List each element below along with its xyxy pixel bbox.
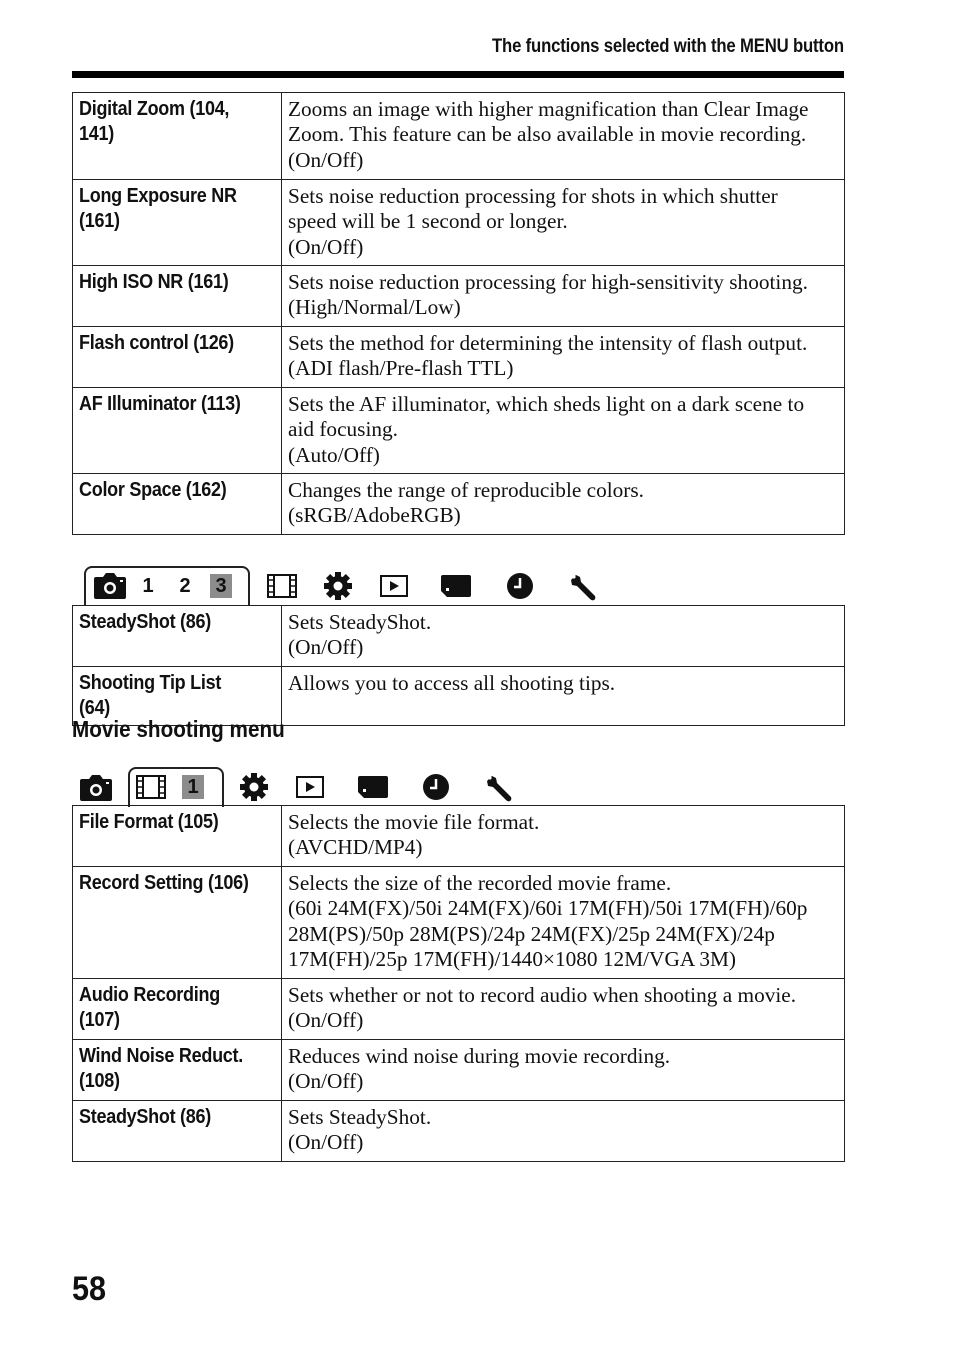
playback-icon[interactable] <box>380 575 408 597</box>
row-label: Record Setting (106) <box>73 867 282 979</box>
menu-tab-bar-camera <box>72 566 632 606</box>
table-row <box>73 867 845 979</box>
table-row <box>73 180 845 266</box>
row-description: Selects the movie file format. (AVCHD/MP4) <box>282 806 845 867</box>
tab-number-1[interactable]: 1 <box>142 575 154 597</box>
gear-icon[interactable] <box>240 773 268 801</box>
row-label: File Format (105) <box>73 806 282 867</box>
settings-table-movie-1 <box>72 805 845 1162</box>
row-label: Digital Zoom (104, 141) <box>73 93 282 180</box>
row-description: Zooms an image with higher magnification than Clear Image Zoom. This feature can be also available in movie recording. (On/Off) <box>282 93 845 180</box>
settings-table-camera-3 <box>72 605 845 726</box>
table-row <box>73 327 845 388</box>
row-description: Sets the method for determining the intensity of flash output. (ADI flash/Pre-flash TTL) <box>282 327 845 388</box>
row-label: Long Exposure NR (161) <box>73 180 282 266</box>
row-label: Audio Recording (107) <box>73 979 282 1040</box>
row-label: Flash control (126) <box>73 327 282 388</box>
page-number: 58 <box>72 1270 107 1308</box>
row-label: SteadyShot (86) <box>73 1101 282 1162</box>
row-description: Reduces wind noise during movie recording. (On/Off) <box>282 1040 845 1101</box>
row-description: Sets SteadyShot. (On/Off) <box>282 606 845 667</box>
row-description: Sets SteadyShot. (On/Off) <box>282 1101 845 1162</box>
row-description: Sets the AF illuminator, which sheds light on a dark scene to aid focusing. (Auto/Off) <box>282 388 845 474</box>
header-rule <box>72 71 844 78</box>
row-label: SteadyShot (86) <box>73 606 282 667</box>
settings-table-camera-2 <box>72 92 845 535</box>
wrench-icon[interactable] <box>568 572 598 602</box>
section-title: Movie shooting menu <box>72 716 285 742</box>
movie-icon <box>267 574 297 598</box>
tab-number-2[interactable]: 2 <box>179 575 191 597</box>
row-description: Selects the size of the recorded movie frame. (60i 24M(FX)/50i 24M(FX)/60i 17M(FH)/50i 17M(FH)/60p 28M(PS)/50p 28M(PS)/24p 24M(FX)/25p 24M(FX)/24p 17M(FH)/25p 17M(FH)/1440×1080 12M/VGA 3M) <box>282 867 845 979</box>
playback-icon[interactable] <box>296 776 324 798</box>
camera-icon <box>94 573 126 599</box>
table-row <box>73 266 845 327</box>
table-row <box>73 1101 845 1162</box>
row-description: Sets noise reduction processing for shots in which shutter speed will be 1 second or longer. (On/Off) <box>282 180 845 266</box>
row-description: Sets noise reduction processing for high-sensitivity shooting. (High/Normal/Low) <box>282 266 845 327</box>
memory-card-icon[interactable] <box>358 776 388 798</box>
table-row <box>73 606 845 667</box>
movie-icon <box>136 775 166 799</box>
row-label: Shooting Tip List (64) <box>73 667 282 726</box>
tab-number-1-active[interactable]: 1 <box>182 775 204 799</box>
gear-icon[interactable] <box>324 572 352 600</box>
camera-icon[interactable] <box>80 775 112 801</box>
row-label: Wind Noise Reduct. (108) <box>73 1040 282 1101</box>
row-label: High ISO NR (161) <box>73 266 282 327</box>
row-description: Allows you to access all shooting tips. <box>282 667 845 726</box>
clock-icon[interactable] <box>422 773 450 801</box>
table-row <box>73 93 845 180</box>
row-description: Changes the range of reproducible colors. (sRGB/AdobeRGB) <box>282 474 845 535</box>
table-row <box>73 474 845 535</box>
tab-number-3-active[interactable]: 3 <box>210 574 232 598</box>
row-label: Color Space (162) <box>73 474 282 535</box>
running-header: The functions selected with the MENU button <box>492 36 844 57</box>
table-row <box>73 388 845 474</box>
table-row <box>73 806 845 867</box>
menu-tab-bar-movie <box>72 767 632 807</box>
memory-card-icon[interactable] <box>441 575 471 597</box>
wrench-icon[interactable] <box>484 773 514 803</box>
row-description: Sets whether or not to record audio when shooting a movie. (On/Off) <box>282 979 845 1040</box>
row-label: AF Illuminator (113) <box>73 388 282 474</box>
table-row <box>73 979 845 1040</box>
table-row <box>73 1040 845 1101</box>
clock-icon[interactable] <box>506 572 534 600</box>
